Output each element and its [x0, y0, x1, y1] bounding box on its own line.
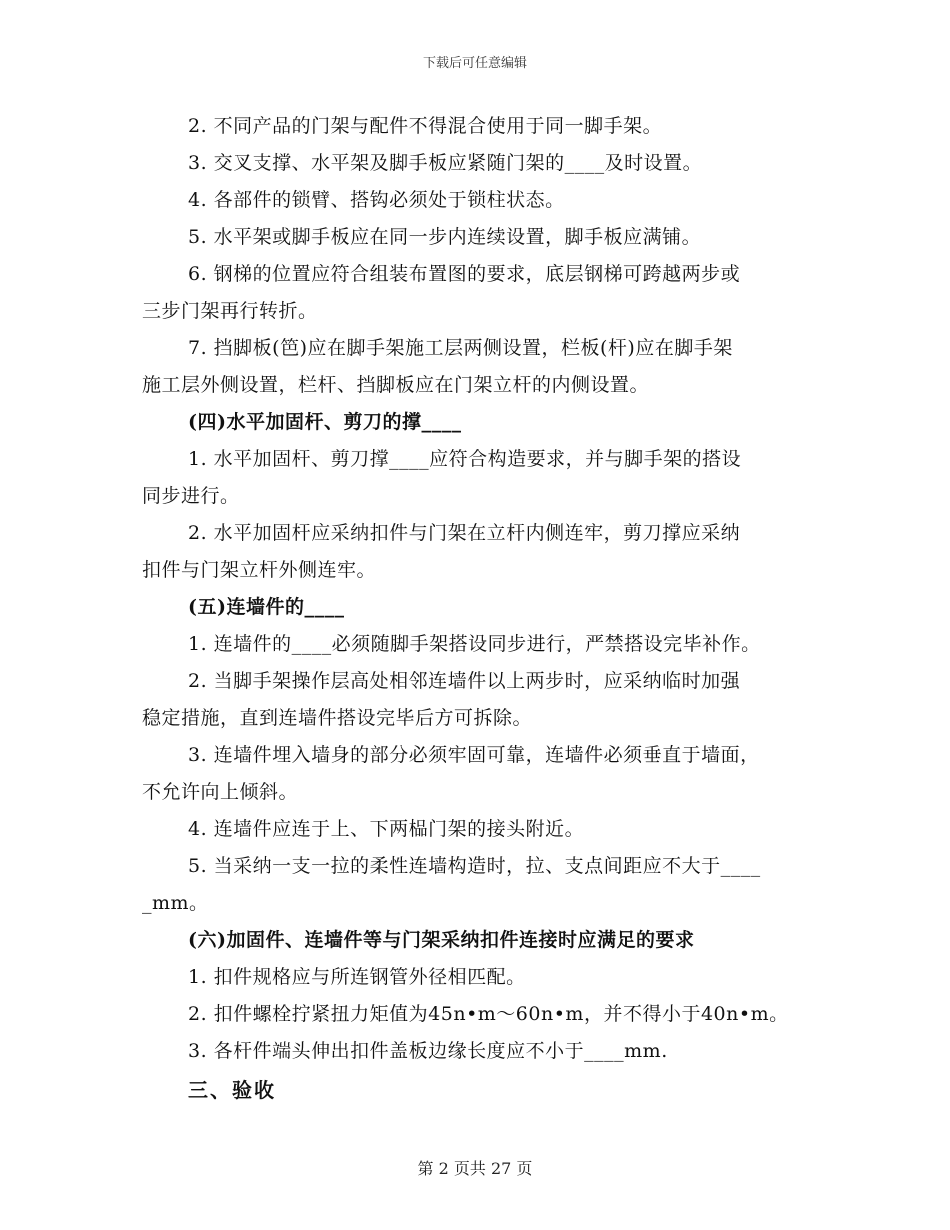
- paragraph-6-line1: 6. 钢梯的位置应符合组装布置图的要求，底层钢梯可跨越两步或: [188, 263, 741, 285]
- section-4-item-2-line1: 2. 水平加固杆应采纳扣件与门架在立杆内侧连牢，剪刀撑应采纳: [188, 522, 741, 544]
- chapter-heading-acceptance: 三、验收: [188, 1078, 276, 1102]
- document-body: [142, 108, 810, 1110]
- section-4-item-2-line2: 扣件与门架立杆外侧连牢。: [142, 559, 377, 581]
- page-header: 下载后可任意编辑: [422, 56, 527, 71]
- paragraph-2: 2. 不同产品的门架与配件不得混合使用于同一脚手架。: [188, 115, 663, 137]
- section-5-item-3-line1: 3. 连墙件埋入墙身的部分必须牢固可靠，连墙件必须垂直于墙面，: [188, 744, 760, 766]
- paragraph-5: 5. 水平架或脚手板应在同一步内连续设置，脚手板应满铺。: [188, 226, 702, 248]
- paragraph-6-line2: 三步门架再行转折。: [142, 300, 318, 322]
- page-footer: 第 2 页共 27 页: [417, 1159, 533, 1178]
- section-heading-5: (五)连墙件的____: [188, 596, 345, 618]
- section-5-item-2-line2: 稳定措施，直到连墙件搭设完毕后方可拆除。: [142, 707, 533, 729]
- section-heading-6: (六)加固件、连墙件等与门架采纳扣件连接时应满足的要求: [188, 929, 695, 951]
- section-5-item-5-line1: 5. 当采纳一支一拉的柔性连墙构造时，拉、支点间距应不大于____: [188, 855, 761, 877]
- section-6-item-2: 2. 扣件螺栓拧紧扭力矩值为45n•m～60n•m，并不得小于40n•m。: [188, 1003, 789, 1025]
- paragraph-7-line1: 7. 挡脚板(笆)应在脚手架施工层两侧设置，栏板(杆)应在脚手架: [188, 337, 733, 359]
- paragraph-4: 4. 各部件的锁臂、搭钩必须处于锁柱状态。: [188, 189, 565, 211]
- section-5-item-4: 4. 连墙件应连于上、下两榀门架的接头附近。: [188, 818, 585, 840]
- section-5-item-1: 1. 连墙件的____必须随脚手架搭设同步进行，严禁搭设完毕补作。: [188, 633, 761, 655]
- section-5-item-3-line2: 不允许向上倾斜。: [142, 781, 299, 803]
- paragraph-3: 3. 交叉支撑、水平架及脚手板应紧随门架的____及时设置。: [188, 152, 703, 174]
- paragraph-7-line2: 施工层外侧设置，栏杆、挡脚板应在门架立杆的内侧设置。: [142, 374, 650, 396]
- section-5-item-2-line1: 2. 当脚手架操作层高处相邻连墙件以上两步时，应采纳临时加强: [188, 670, 741, 692]
- section-6-item-3: 3. 各杆件端头伸出扣件盖板边缘长度应不小于____mm.: [188, 1040, 668, 1062]
- section-6-item-1: 1. 扣件规格应与所连钢管外径相匹配。: [188, 966, 526, 988]
- section-4-item-1-line1: 1. 水平加固杆、剪刀撑____应符合构造要求，并与脚手架的搭设: [188, 448, 742, 470]
- section-heading-4: (四)水平加固杆、剪刀的撑____: [188, 411, 462, 433]
- section-5-item-5-line2: _mm。: [142, 892, 209, 914]
- section-4-item-1-line2: 同步进行。: [142, 485, 240, 507]
